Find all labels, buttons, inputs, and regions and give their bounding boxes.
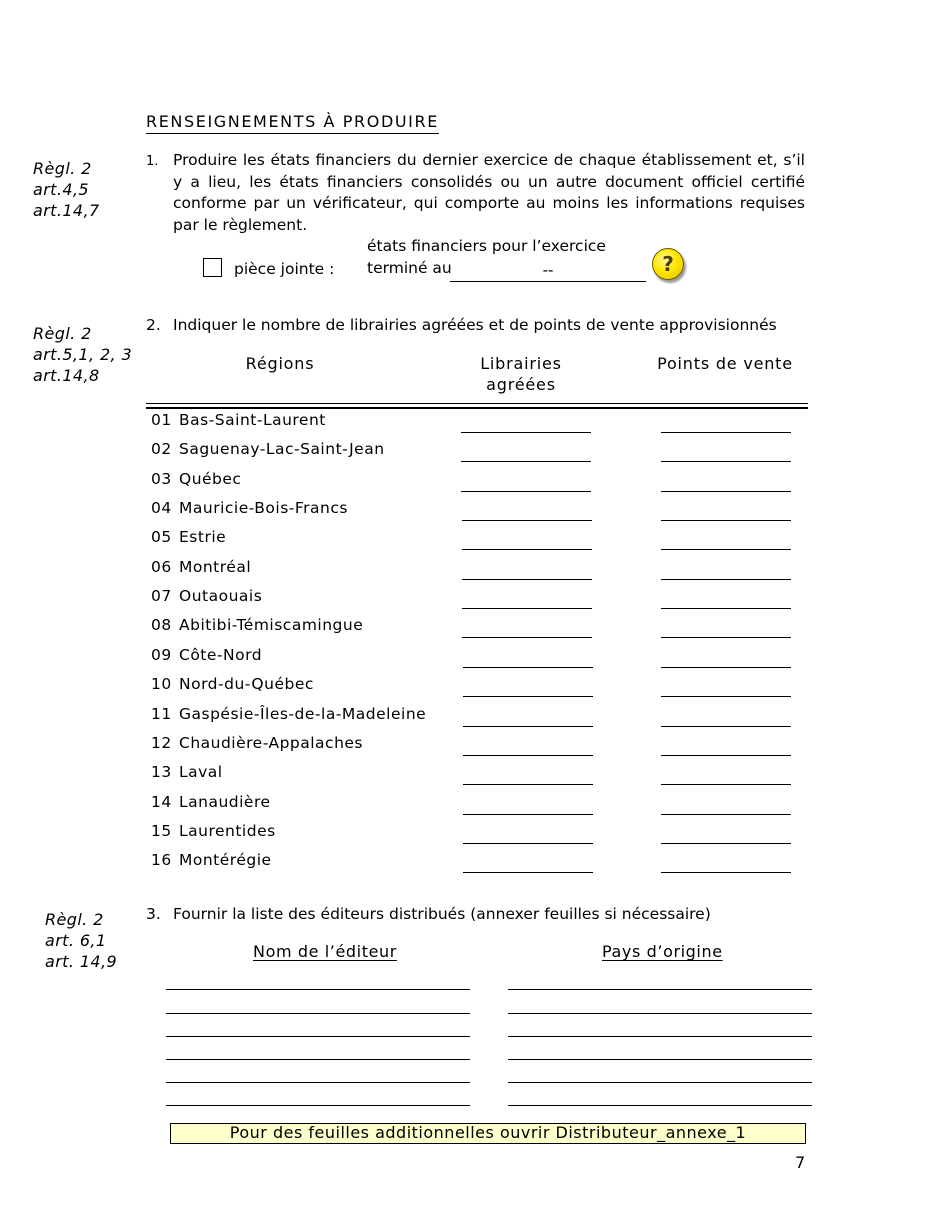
help-icon[interactable]: ? <box>652 248 684 280</box>
region-row <box>151 850 272 870</box>
column-header-regions: Régions <box>245 354 315 373</box>
points-of-sale-field[interactable] <box>661 608 791 609</box>
attachment-checkbox[interactable] <box>203 258 222 277</box>
publisher-name-field[interactable] <box>166 1082 470 1083</box>
points-of-sale-field[interactable] <box>661 549 791 550</box>
points-of-sale-field[interactable] <box>661 579 791 580</box>
open-annex-button[interactable]: Pour des feuilles additionnelles ouvrir Distributeur_annexe_1 <box>170 1123 806 1144</box>
libraries-count-field[interactable] <box>461 491 591 492</box>
regulation-line: art.5,1, 2, 3 <box>33 345 133 364</box>
region-row <box>151 557 251 577</box>
section2-instructions: Indiquer le nombre de librairies agréées et de points de vente approvisionnés <box>173 316 777 334</box>
section3-instructions: Fournir la liste des éditeurs distribués (annexer feuilles si nécessaire) <box>173 905 711 923</box>
region-row <box>151 498 348 518</box>
points-of-sale-field[interactable] <box>661 491 791 492</box>
region-number: 10 <box>151 675 172 694</box>
libraries-count-field[interactable] <box>462 637 592 638</box>
regulation-line: art. 6,1 <box>45 931 107 950</box>
column-header-publisher: Nom de l’éditeur <box>253 942 397 961</box>
regulation-line: Règl. 2 <box>33 324 92 343</box>
libraries-count-field[interactable] <box>462 579 592 580</box>
region-number: 05 <box>151 528 172 547</box>
country-of-origin-field[interactable] <box>508 1105 812 1106</box>
libraries-count-field[interactable] <box>463 872 593 873</box>
region-row <box>151 645 262 665</box>
region-name: Laval <box>179 763 223 782</box>
region-name: Québec <box>179 469 242 488</box>
attachment-label: pièce jointe : <box>234 260 335 278</box>
region-name: Bas-Saint-Laurent <box>179 411 326 429</box>
region-name: Lanaudière <box>179 792 271 811</box>
region-number: 16 <box>151 851 172 870</box>
column-header-libraries-line1: Librairies <box>480 354 562 373</box>
region-number: 13 <box>151 763 172 782</box>
region-row <box>151 762 223 782</box>
column-header-country: Pays d’origine <box>602 942 723 961</box>
region-number: 04 <box>151 499 172 518</box>
points-of-sale-field[interactable] <box>661 726 791 727</box>
points-of-sale-field[interactable] <box>661 520 791 521</box>
libraries-count-field[interactable] <box>463 784 593 785</box>
libraries-count-field[interactable] <box>462 549 592 550</box>
exercise-label-line1: états financiers pour l’exercice <box>367 237 606 255</box>
region-row <box>151 469 241 489</box>
section1-number: 1. <box>146 154 159 169</box>
column-header-libraries <box>450 353 592 395</box>
region-name: Mauricie-Bois-Francs <box>179 499 348 518</box>
libraries-count-field[interactable] <box>461 432 591 433</box>
region-name: Côte-Nord <box>179 645 263 664</box>
points-of-sale-field[interactable] <box>661 755 791 756</box>
column-header-points-of-sale: Points de vente <box>657 354 793 373</box>
libraries-count-field[interactable] <box>462 520 592 521</box>
regulation-line: art.4,5 <box>33 180 89 199</box>
region-row <box>151 733 363 753</box>
libraries-count-field[interactable] <box>462 608 592 609</box>
region-number: 01 <box>151 411 172 429</box>
section2-number: 2. <box>146 316 161 334</box>
regulation-line: art. 14,9 <box>45 952 118 971</box>
publisher-name-field[interactable] <box>166 989 470 990</box>
region-number: 03 <box>151 469 172 488</box>
region-number: 08 <box>151 616 172 635</box>
section3-regulation-ref <box>45 909 117 972</box>
regulation-line: art.14,8 <box>33 366 100 385</box>
region-name: Nord-du-Québec <box>179 675 314 694</box>
region-name: Saguenay-Lac-Saint-Jean <box>179 440 385 459</box>
region-name: Estrie <box>179 528 227 547</box>
region-row <box>151 527 226 547</box>
region-row <box>151 439 385 459</box>
region-number: 06 <box>151 557 172 576</box>
points-of-sale-field[interactable] <box>661 461 791 462</box>
regulation-line: Règl. 2 <box>33 159 92 178</box>
exercise-end-date-field[interactable]: -- <box>450 258 646 282</box>
page-title: RENSEIGNEMENTS À PRODUIRE <box>146 112 439 134</box>
points-of-sale-field[interactable] <box>661 432 791 433</box>
libraries-count-field[interactable] <box>463 814 593 815</box>
region-number: 02 <box>151 440 172 459</box>
section2-regulation-ref <box>33 323 132 386</box>
region-name: Montréal <box>179 557 252 576</box>
region-name: Outaouais <box>179 587 263 606</box>
region-number: 14 <box>151 792 172 811</box>
country-of-origin-field[interactable] <box>508 1036 812 1037</box>
points-of-sale-field[interactable] <box>661 843 791 844</box>
libraries-count-field[interactable] <box>461 461 591 462</box>
libraries-count-field[interactable] <box>463 726 593 727</box>
region-name: Gaspésie-Îles-de-la-Madeleine <box>179 704 427 723</box>
points-of-sale-field[interactable] <box>661 814 791 815</box>
regulation-line: Règl. 2 <box>45 910 104 929</box>
region-name: Montérégie <box>179 851 272 870</box>
libraries-count-field[interactable] <box>463 667 593 668</box>
publisher-name-field[interactable] <box>166 1013 470 1014</box>
publisher-name-field[interactable] <box>166 1036 470 1037</box>
points-of-sale-field[interactable] <box>661 696 791 697</box>
region-row <box>151 615 363 635</box>
points-of-sale-field[interactable] <box>661 784 791 785</box>
region-name: Laurentides <box>179 821 276 840</box>
region-row <box>151 586 262 606</box>
section3-number: 3. <box>146 905 161 923</box>
libraries-count-field[interactable] <box>463 843 593 844</box>
region-row <box>151 792 271 812</box>
publisher-name-field[interactable] <box>166 1059 470 1060</box>
region-row <box>151 674 314 694</box>
region-number: 12 <box>151 733 172 752</box>
table-header-divider <box>146 403 808 409</box>
region-number: 11 <box>151 704 172 723</box>
region-number: 09 <box>151 645 172 664</box>
section1-regulation-ref <box>33 158 100 221</box>
section1-instructions: Produire les états financiers du dernier exercice de chaque établissement et, s’il y a lieu, les états financiers consolidés ou un autre document officiel certifié conforme par un vérificateur, qui comporte au moins les informations requises par le règlement. <box>173 151 805 234</box>
region-name: Abitibi-Témiscamingue <box>179 616 364 635</box>
region-number: 15 <box>151 821 172 840</box>
country-of-origin-field[interactable] <box>508 989 812 990</box>
publisher-name-field[interactable] <box>166 1105 470 1106</box>
region-row <box>151 704 426 724</box>
libraries-count-field[interactable] <box>463 696 593 697</box>
page-number: 7 <box>795 1153 806 1172</box>
column-header-libraries-line2: agréées <box>486 375 556 394</box>
points-of-sale-field[interactable] <box>661 667 791 668</box>
country-of-origin-field[interactable] <box>508 1013 812 1014</box>
region-row <box>151 821 276 841</box>
region-number: 07 <box>151 587 172 606</box>
region-name: Chaudière-Appalaches <box>179 733 364 752</box>
country-of-origin-field[interactable] <box>508 1082 812 1083</box>
region-row <box>151 410 326 430</box>
libraries-count-field[interactable] <box>463 755 593 756</box>
points-of-sale-field[interactable] <box>661 872 791 873</box>
points-of-sale-field[interactable] <box>661 637 791 638</box>
regulation-line: art.14,7 <box>33 201 100 220</box>
exercise-label-line2: terminé au <box>367 258 452 277</box>
country-of-origin-field[interactable] <box>508 1059 812 1060</box>
